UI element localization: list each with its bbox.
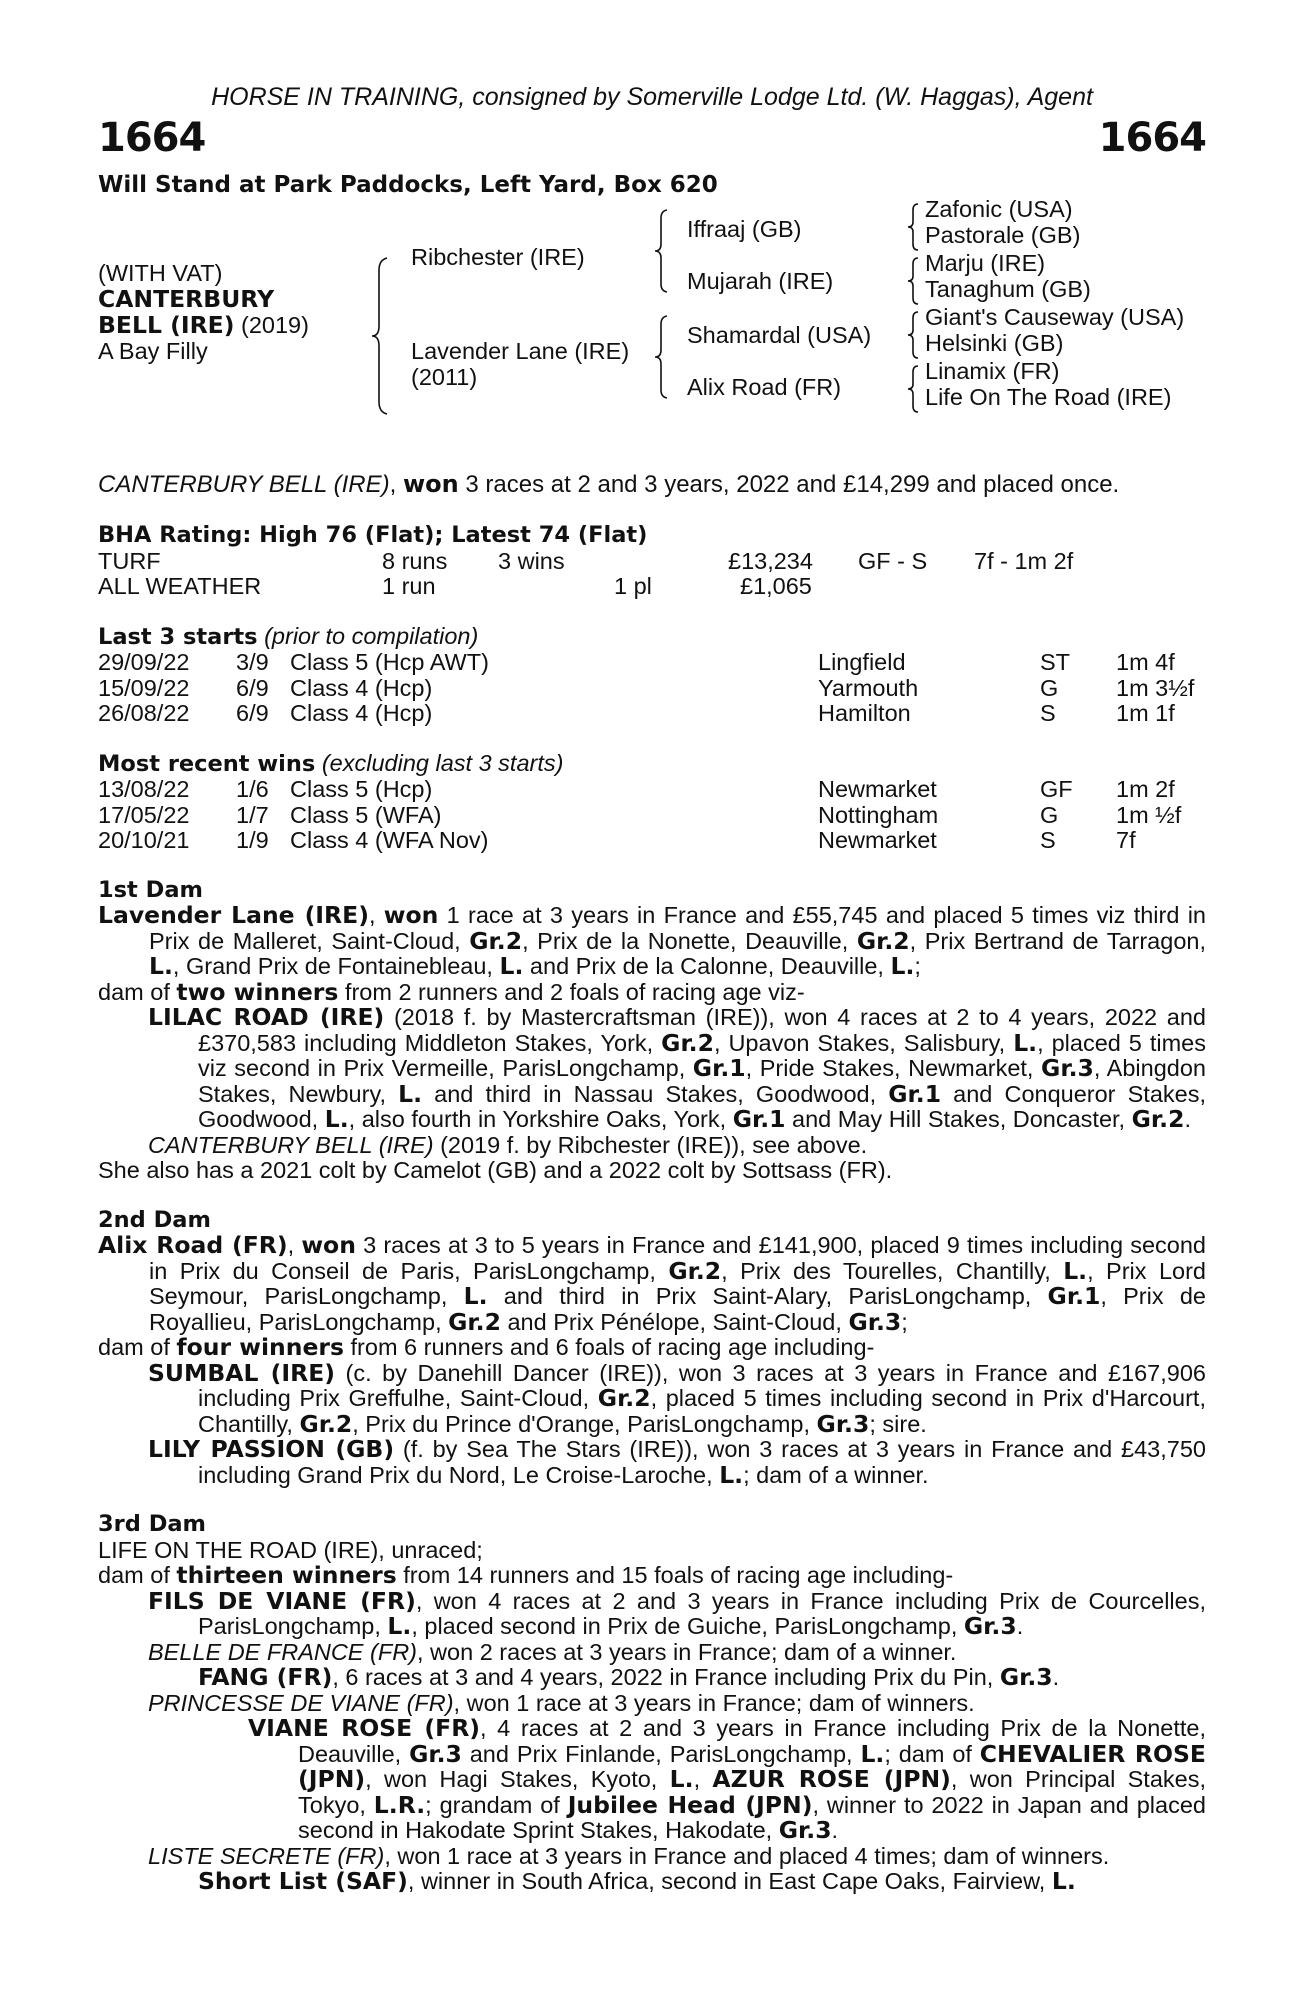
start-position: 6/9 [236,700,269,726]
record-text: . [1184,1106,1191,1132]
record-text: from 6 runners and 6 foals of racing age including- [344,1334,875,1360]
dam-sire: Shamardal (USA) [687,322,872,348]
grade-label: Gr.2 [1131,1105,1185,1133]
start-going: G [1040,674,1059,701]
grade-label: Gr.1 [732,1105,786,1133]
third-dam-title: 3rd Dam [98,1511,206,1537]
recent-wins-note: (excluding last 3 starts) [315,749,564,776]
record-text: 3 races at 3 to 5 years in France and £141,900, placed 9 times including second in Prix du Conseil de Paris, ParisLongchamp, [149,1232,1207,1284]
produce-name: LISTE SECRETE (FR) [148,1842,385,1869]
record-text: , Prix des Tourelles, Chantilly, [721,1257,1064,1284]
record-text: , Prix du Prince d'Orange, ParisLongchamp, [352,1410,817,1437]
pedigree-sss: Zafonic (USA) [925,196,1073,222]
produce-viane-rose [98,1716,1206,1844]
third-dam-name-line: LIFE ON THE ROAD (IRE), unraced; [98,1536,483,1563]
record-text: , Prix Lord Seymour, ParisLongchamp, [149,1257,1206,1309]
produce-name: CHEVALIER ROSE (JPN) [298,1739,1206,1793]
record-text: , won 2 races at 3 years in France; dam of a winner. [417,1638,957,1665]
second-dam-produce-summary [98,1335,1206,1361]
recent-wins-section [98,751,1206,854]
grade-label: Gr.3 [1041,1054,1094,1082]
rating-runs: 1 run [382,573,436,599]
recent-wins-heading [98,751,1206,778]
third-dam-section [98,1512,1206,1895]
brace-shamardal [906,310,920,360]
record-text: and May Hill Stakes, Doncaster, [785,1106,1132,1132]
produce-short-list [98,1869,1206,1895]
win-date: 13/08/22 [98,776,190,802]
dam-dam: Alix Road (FR) [687,374,842,400]
listed-label: L.R. [373,1790,426,1819]
produce-name: VIANE ROSE (FR) [248,1714,481,1742]
grade-label: Gr.1 [888,1079,942,1108]
first-dam-record: Lavender Lane (IRE), won 1 race at 3 years in France and £55,745 and placed 5 times viz third in Prix de Malleret, Saint-Cloud, Gr.2, Prix de la Nonette, Deauville, Gr.2, Prix Bertrand de Tarragon, L., Grand Prix de Fontainebleau, L. and Prix de la Calonne, Deauville, L.; [98,901,1206,980]
produce-name: LILY PASSION (GB) [148,1435,395,1463]
record-text: ; [914,953,921,979]
summary-horse-name: CANTERBURY BELL (IRE) [98,471,390,498]
record-text: (2019 f. by Ribchester (IRE)), see above. [433,1131,868,1158]
rating-title: BHA Rating: High 76 (Flat); Latest 74 (Flat) [98,522,648,548]
win-going: G [1040,801,1059,828]
grade-label: Gr.2 [668,1256,722,1285]
last-starts-note: (prior to compilation) [257,622,479,649]
listed-label: L. [860,1739,885,1768]
win-distance: 7f [1116,827,1136,853]
recent-wins-title: Most recent wins [98,750,316,777]
record-text: and Prix Finlande, ParisLongchamp, [461,1740,861,1767]
start-distance: 1m 1f [1116,700,1175,726]
pedigree-sds: Marju (IRE) [925,250,1046,276]
start-going: S [1040,700,1056,726]
third-dam-produce-summary [98,1563,1206,1589]
win-position: 1/7 [236,801,269,828]
lot-number-left: 1664 [98,115,206,161]
grade-label: Gr.2 [856,926,910,955]
pedigree-dsd: Helsinki (GB) [925,330,1064,356]
record-text: , Prix de Royallieu, ParisLongchamp, [149,1283,1206,1335]
lot-number-row [98,112,1206,164]
listed-label: L. [398,1079,423,1108]
start-course: Hamilton [818,700,911,726]
record-text: , Abingdon Stakes, Newbury, [198,1055,1206,1107]
win-position: 1/9 [236,827,269,853]
win-class: Class 5 (Hcp) [290,776,433,802]
pedigree-chart [98,196,1206,444]
listed-label: L. [890,952,915,980]
rating-distance: 7f - 1m 2f [974,547,1074,574]
produce-liste-secrete [98,1844,1206,1870]
produce-name: CANTERBURY BELL (IRE) [148,1131,434,1158]
record-text: (c. by Danehill Dancer (IRE)), won 3 races at 3 years in France and £167,906 including Prix Greffulhe, Saint-Cloud, [198,1359,1206,1411]
record-text: , placed 5 times including second in Prix d'Harcourt, Chantilly, [198,1385,1206,1437]
win-going: S [1040,827,1056,853]
win-course: Newmarket [818,776,937,802]
record-text: 1 race at 3 years in France and £55,745 and placed 5 times viz third in Prix de Malleret, Saint-Cloud, [149,902,1206,954]
winners-count: two winners [176,977,339,1006]
produce-name: FANG (FR) [198,1663,333,1691]
rating-prize: £1,065 [740,573,812,599]
record-text: , won 4 races at 2 and 3 years in France including Prix de Courcelles, ParisLongchamp, [198,1587,1206,1639]
rating-prize: £13,234 [728,547,813,574]
record-text: , winner to 2022 in Japan and placed second in Hakodate Sprint Stakes, Hakodate, [298,1791,1206,1843]
produce-name: PRINCESSE DE VIANE (FR) [148,1689,454,1716]
record-text: , Grand Prix de Fontainebleau, [172,953,500,979]
win-distance: 1m ½f [1116,801,1182,828]
winners-count: thirteen winners [176,1561,397,1589]
pedigree-dds: Linamix (FR) [925,358,1060,384]
record-text: ; [901,1308,908,1335]
first-dam-name: Lavender Lane (IRE) [98,901,369,929]
record-text: and third in Prix Saint-Alary, ParisLongchamp, [487,1283,1048,1309]
first-dam-produce-summary [98,977,1206,1006]
start-position: 6/9 [236,674,269,701]
record-text: (f. by Sea The Stars (IRE)), won 3 races at 3 years in France and £43,750 including Grand Prix du Nord, Le Croise-Laroche, [198,1436,1206,1488]
first-dam-also: She also has a 2021 colt by Camelot (GB) and a 2022 colt by Sottsass (FR). [98,1157,893,1183]
lot-number-right: 1664 [1098,115,1206,161]
pedigree-ddd: Life On The Road (IRE) [925,384,1172,410]
consignor-line: HORSE IN TRAINING, consigned by Somerville Lodge Ltd. (W. Haggas), Agent [211,83,1093,111]
record-text: . [1052,1664,1060,1690]
stand-location: Will Stand at Park Paddocks, Left Yard, Box 620 [98,172,718,198]
listed-label: L. [1051,1867,1076,1895]
brace-mujarah [906,256,920,306]
horse-name-line1: CANTERBURY [98,285,275,313]
rating-row [98,574,1206,600]
record-text: , 4 races at 2 and 3 years in France including Prix de la Nonette, Deauville, [298,1715,1206,1767]
dam-name: Lavender Lane (IRE) [411,338,630,364]
record-text: , also fourth in Yorkshire Oaks, York, [348,1106,733,1132]
record-text: , Pride Stakes, Newmarket, [745,1055,1042,1081]
produce-lily-passion [98,1437,1206,1488]
horse-year: (2019) [234,312,309,338]
sire-name: Ribchester (IRE) [411,244,585,270]
listed-label: L. [324,1105,349,1133]
rating-surface: TURF [98,547,161,574]
record-text: from 2 runners and 2 foals of racing age viz- [338,978,805,1005]
second-dam-title: 2nd Dam [98,1206,211,1233]
sire-sire: Iffraaj (GB) [687,216,802,242]
grade-label: Gr.2 [448,1307,501,1336]
grade-label: Gr.1 [1047,1282,1101,1310]
start-row [98,676,1206,702]
dam-year: (2011) [411,364,478,390]
produce-fang [98,1665,1206,1691]
record-text: ; dam of a winner. [743,1461,929,1488]
start-class: Class 4 (Hcp) [290,674,433,701]
second-dam-section [98,1208,1206,1489]
win-position: 1/6 [236,776,269,802]
record-text: , 6 races at 3 and 4 years, 2022 in France including Prix du Pin, [332,1664,1000,1690]
listed-label: L. [499,952,524,980]
record-text: , Upavon Stakes, Salisbury, [713,1029,1014,1056]
winners-count: four winners [176,1333,344,1361]
record-text: , Prix Bertrand de Tarragon, [909,927,1206,954]
record-text: dam of [98,978,177,1005]
start-distance: 1m 4f [1116,649,1175,675]
grade-label: Gr.3 [778,1816,832,1844]
produce-lilac-road [98,1005,1206,1133]
horse-name-line2 [98,312,309,338]
second-dam-record: Alix Road (FR), won 3 races at 3 to 5 years in France and £141,900, placed 9 times including second in Prix du Conseil de Paris, ParisLongchamp, Gr.2, Prix des Tourelles, Chantilly, L., Prix Lord Seymour, ParisLongchamp, L. and third in Prix Saint-Alary, ParisLongchamp, Gr.1, Prix de Royallieu, ParisLongchamp, Gr.2 and Prix Pénélope, Saint-Cloud, Gr.3; [98,1231,1207,1336]
start-class: Class 5 (Hcp AWT) [290,649,489,675]
win-row [98,777,1206,803]
record-text: ; dam of [884,1740,980,1767]
win-going: GF [1040,776,1073,802]
produce-fils-de-viane [98,1586,1206,1640]
brace-alix-road [906,364,920,414]
record-text: dam of [98,1562,177,1588]
start-course: Lingfield [818,649,906,675]
record-text: , [693,1766,713,1792]
grade-label: Gr.3 [848,1307,902,1336]
grade-label: Gr.2 [661,1028,714,1057]
grade-label: Gr.2 [597,1384,651,1412]
summary-rest: 3 races at 2 and 3 years, 2022 and £14,299 and placed once. [458,471,1120,498]
brace-sire [653,208,669,294]
record-text: from 14 runners and 15 foals of racing age including- [396,1562,954,1588]
rating-wins: 3 wins [498,547,565,574]
sire-dam: Mujarah (IRE) [687,268,834,294]
record-text: , winner in South Africa, second in East Cape Oaks, Fairview, [407,1868,1052,1894]
produce-name: AZUR ROSE (JPN) [712,1765,951,1793]
brace-dam [653,314,669,400]
grade-label: Gr.3 [816,1409,870,1438]
produce-name: SUMBAL (IRE) [148,1358,336,1387]
brace-generation1 [370,256,390,416]
record-text: ; sire. [869,1410,927,1437]
win-class: Class 5 (WFA) [290,801,442,828]
rating-placed: 1 pl [614,573,652,599]
listed-label: L. [149,952,173,980]
listed-label: L. [1063,1256,1088,1285]
rating-going: GF - S [858,547,928,574]
win-course: Newmarket [818,827,937,853]
win-date: 17/05/22 [98,801,190,828]
produce-name: Short List (SAF) [198,1867,408,1895]
last-starts-heading [98,624,1206,651]
record-text: , won 1 race at 3 years in France; dam of winners. [453,1689,975,1716]
win-row [98,803,1206,829]
start-distance: 1m 3½f [1116,674,1195,701]
start-position: 3/9 [236,649,269,675]
record-text: and Conqueror Stakes, Goodwood, [198,1080,1206,1132]
grade-label: Gr.3 [999,1663,1053,1691]
produce-name: BELLE DE FRANCE (FR) [148,1638,417,1665]
summary-won: won [402,470,459,498]
produce-name: LILAC ROAD (IRE) [148,1003,385,1031]
produce-name: FILS DE VIANE (FR) [148,1586,416,1615]
record-text: , won Hagi Stakes, Kyoto, [365,1766,670,1792]
record-text: and Prix de la Calonne, Deauville, [523,953,891,979]
win-date: 20/10/21 [98,827,190,853]
first-dam-title: 1st Dam [98,876,203,903]
brace-iffraaj [906,202,920,252]
pedigree-dss: Giant's Causeway (USA) [925,304,1185,330]
produce-canterbury-bell [98,1133,1206,1159]
produce-princesse-de-viane [98,1691,1206,1717]
record-text: , won 1 race at 3 years in France and placed 4 times; dam of winners. [384,1842,1110,1869]
produce-belle-de-france [98,1640,1206,1666]
last-starts-title: Last 3 starts [98,623,258,650]
start-class: Class 4 (Hcp) [290,700,433,726]
record-text: , placed second in Prix de Guiche, ParisLongchamp, [411,1613,964,1639]
record-text: . [831,1817,839,1843]
record-text: , placed 5 times viz second in Prix Vermeille, ParisLongchamp, [198,1029,1206,1081]
listed-label: L. [463,1282,488,1310]
record-text: . [1016,1613,1024,1639]
start-going: ST [1040,649,1071,675]
first-dam-section [98,878,1206,1184]
race-summary: CANTERBURY BELL (IRE), won 3 races at 2 and 3 years, 2022 and £14,299 and placed once. [98,470,1120,498]
catalogue-page [98,82,1206,1895]
win-row [98,828,1206,854]
start-date: 26/08/22 [98,700,190,726]
grade-label: Gr.1 [692,1054,746,1082]
produce-name: Jubilee Head (JPN) [567,1790,813,1819]
listed-label: L. [1013,1028,1038,1057]
record-text: dam of [98,1334,177,1360]
record-text: , won Principal Stakes, Tokyo, [298,1766,1206,1818]
vat-label: (WITH VAT) [98,260,223,286]
win-distance: 1m 2f [1116,776,1175,802]
last-starts-section [98,624,1206,727]
start-date: 15/09/22 [98,674,190,701]
rating-runs: 8 runs [382,547,448,574]
won-label: won [301,1231,356,1259]
start-date: 29/09/22 [98,649,190,675]
horse-name-suffix: BELL (IRE) [98,311,235,339]
listed-label: L. [387,1612,412,1640]
pedigree-sdd: Tanaghum (GB) [925,276,1091,302]
record-text: , Prix de la Nonette, Deauville, [522,927,857,954]
rating-section [98,523,1206,600]
second-dam-name: Alix Road (FR) [98,1231,288,1259]
produce-sumbal [98,1358,1206,1438]
start-row [98,650,1206,676]
start-row [98,701,1206,727]
rating-row [98,549,1206,575]
grade-label: Gr.3 [963,1612,1017,1640]
listed-label: L. [669,1765,694,1793]
record-text: and Prix Pénélope, Saint-Cloud, [500,1308,849,1335]
record-text: and third in Nassau Stakes, Goodwood, [422,1080,889,1107]
grade-label: Gr.3 [409,1739,462,1768]
horse-description: A Bay Filly [98,338,208,364]
grade-label: Gr.2 [469,926,523,955]
record-text: ; grandam of [425,1791,568,1818]
win-course: Nottingham [818,801,939,828]
win-class: Class 4 (WFA Nov) [290,827,489,853]
grade-label: Gr.2 [299,1409,353,1438]
record-text: (2018 f. by Mastercraftsman (IRE)), won 4 races at 2 to 4 years, 2022 and £370,583 including Middleton Stakes, York, [198,1004,1206,1056]
rating-surface: ALL WEATHER [98,573,262,599]
listed-label: L. [719,1460,744,1489]
start-course: Yarmouth [818,674,919,701]
won-label: won [383,901,439,929]
pedigree-ssd: Pastorale (GB) [925,222,1081,248]
